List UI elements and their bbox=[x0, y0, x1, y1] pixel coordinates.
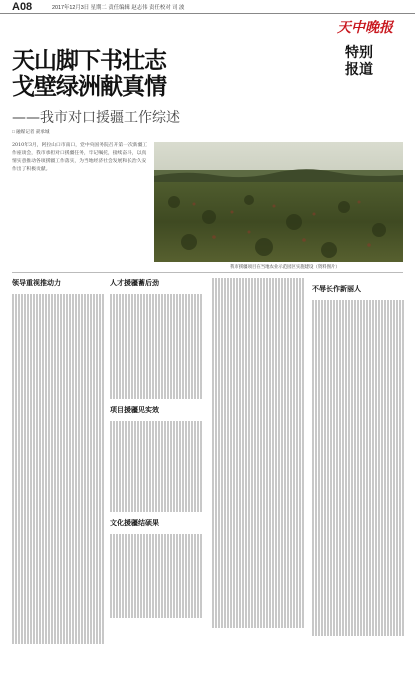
column-text bbox=[110, 294, 202, 399]
photo-caption: 我市援疆项目在当地农业示范园区实施建设（资料图片） bbox=[230, 265, 340, 270]
column-1 bbox=[12, 278, 104, 668]
column-2 bbox=[110, 278, 202, 668]
lead-paragraph: 2010年3月，阿拉山口市南口，党中央国务院召开第一次新疆工作座谈会，我市承担对口援疆任务，牢记嘱托，接续奋斗，以真情实意推动各项援疆工作落实，为当地经济社会发展和长治久安作出了积极贡献。 bbox=[12, 143, 148, 172]
page-number: A08 bbox=[12, 1, 33, 13]
column-text bbox=[110, 421, 202, 512]
section-heading: 文化援疆结硕果 bbox=[110, 519, 159, 527]
section-heading: 不辱长作新丽人 bbox=[312, 285, 361, 293]
channel-label bbox=[345, 44, 393, 78]
headline-line1: 天山脚下书壮志 bbox=[12, 48, 166, 74]
divider bbox=[12, 272, 403, 273]
channel-label-line1: 特别 bbox=[345, 44, 373, 60]
field-photo bbox=[154, 142, 403, 262]
column-text bbox=[212, 278, 304, 628]
section-heading: 人才援疆蓄后劲 bbox=[110, 279, 159, 287]
section-heading: 领导重视推动力 bbox=[12, 279, 61, 287]
page-meta: 2017年12月3日 星期二 责任编辑 赵志伟 责任校对 司 波 bbox=[52, 5, 185, 11]
subheadline: ——我市对口援疆工作综述 bbox=[12, 110, 180, 126]
page-header bbox=[0, 0, 415, 14]
column-3 bbox=[212, 278, 304, 668]
channel-label-line2: 报道 bbox=[345, 61, 373, 77]
byline: □ 融媒记者 聂承城 bbox=[12, 129, 50, 134]
column-4 bbox=[312, 278, 404, 668]
headline-line2: 戈壁绿洲献真情 bbox=[12, 74, 166, 100]
field-photo-image bbox=[154, 142, 403, 262]
section-heading: 项目援疆见实效 bbox=[110, 406, 159, 414]
column-text bbox=[312, 300, 404, 636]
column-text bbox=[12, 294, 104, 644]
column-text bbox=[110, 534, 202, 618]
newspaper-logo: 天中晚报 bbox=[337, 20, 393, 36]
